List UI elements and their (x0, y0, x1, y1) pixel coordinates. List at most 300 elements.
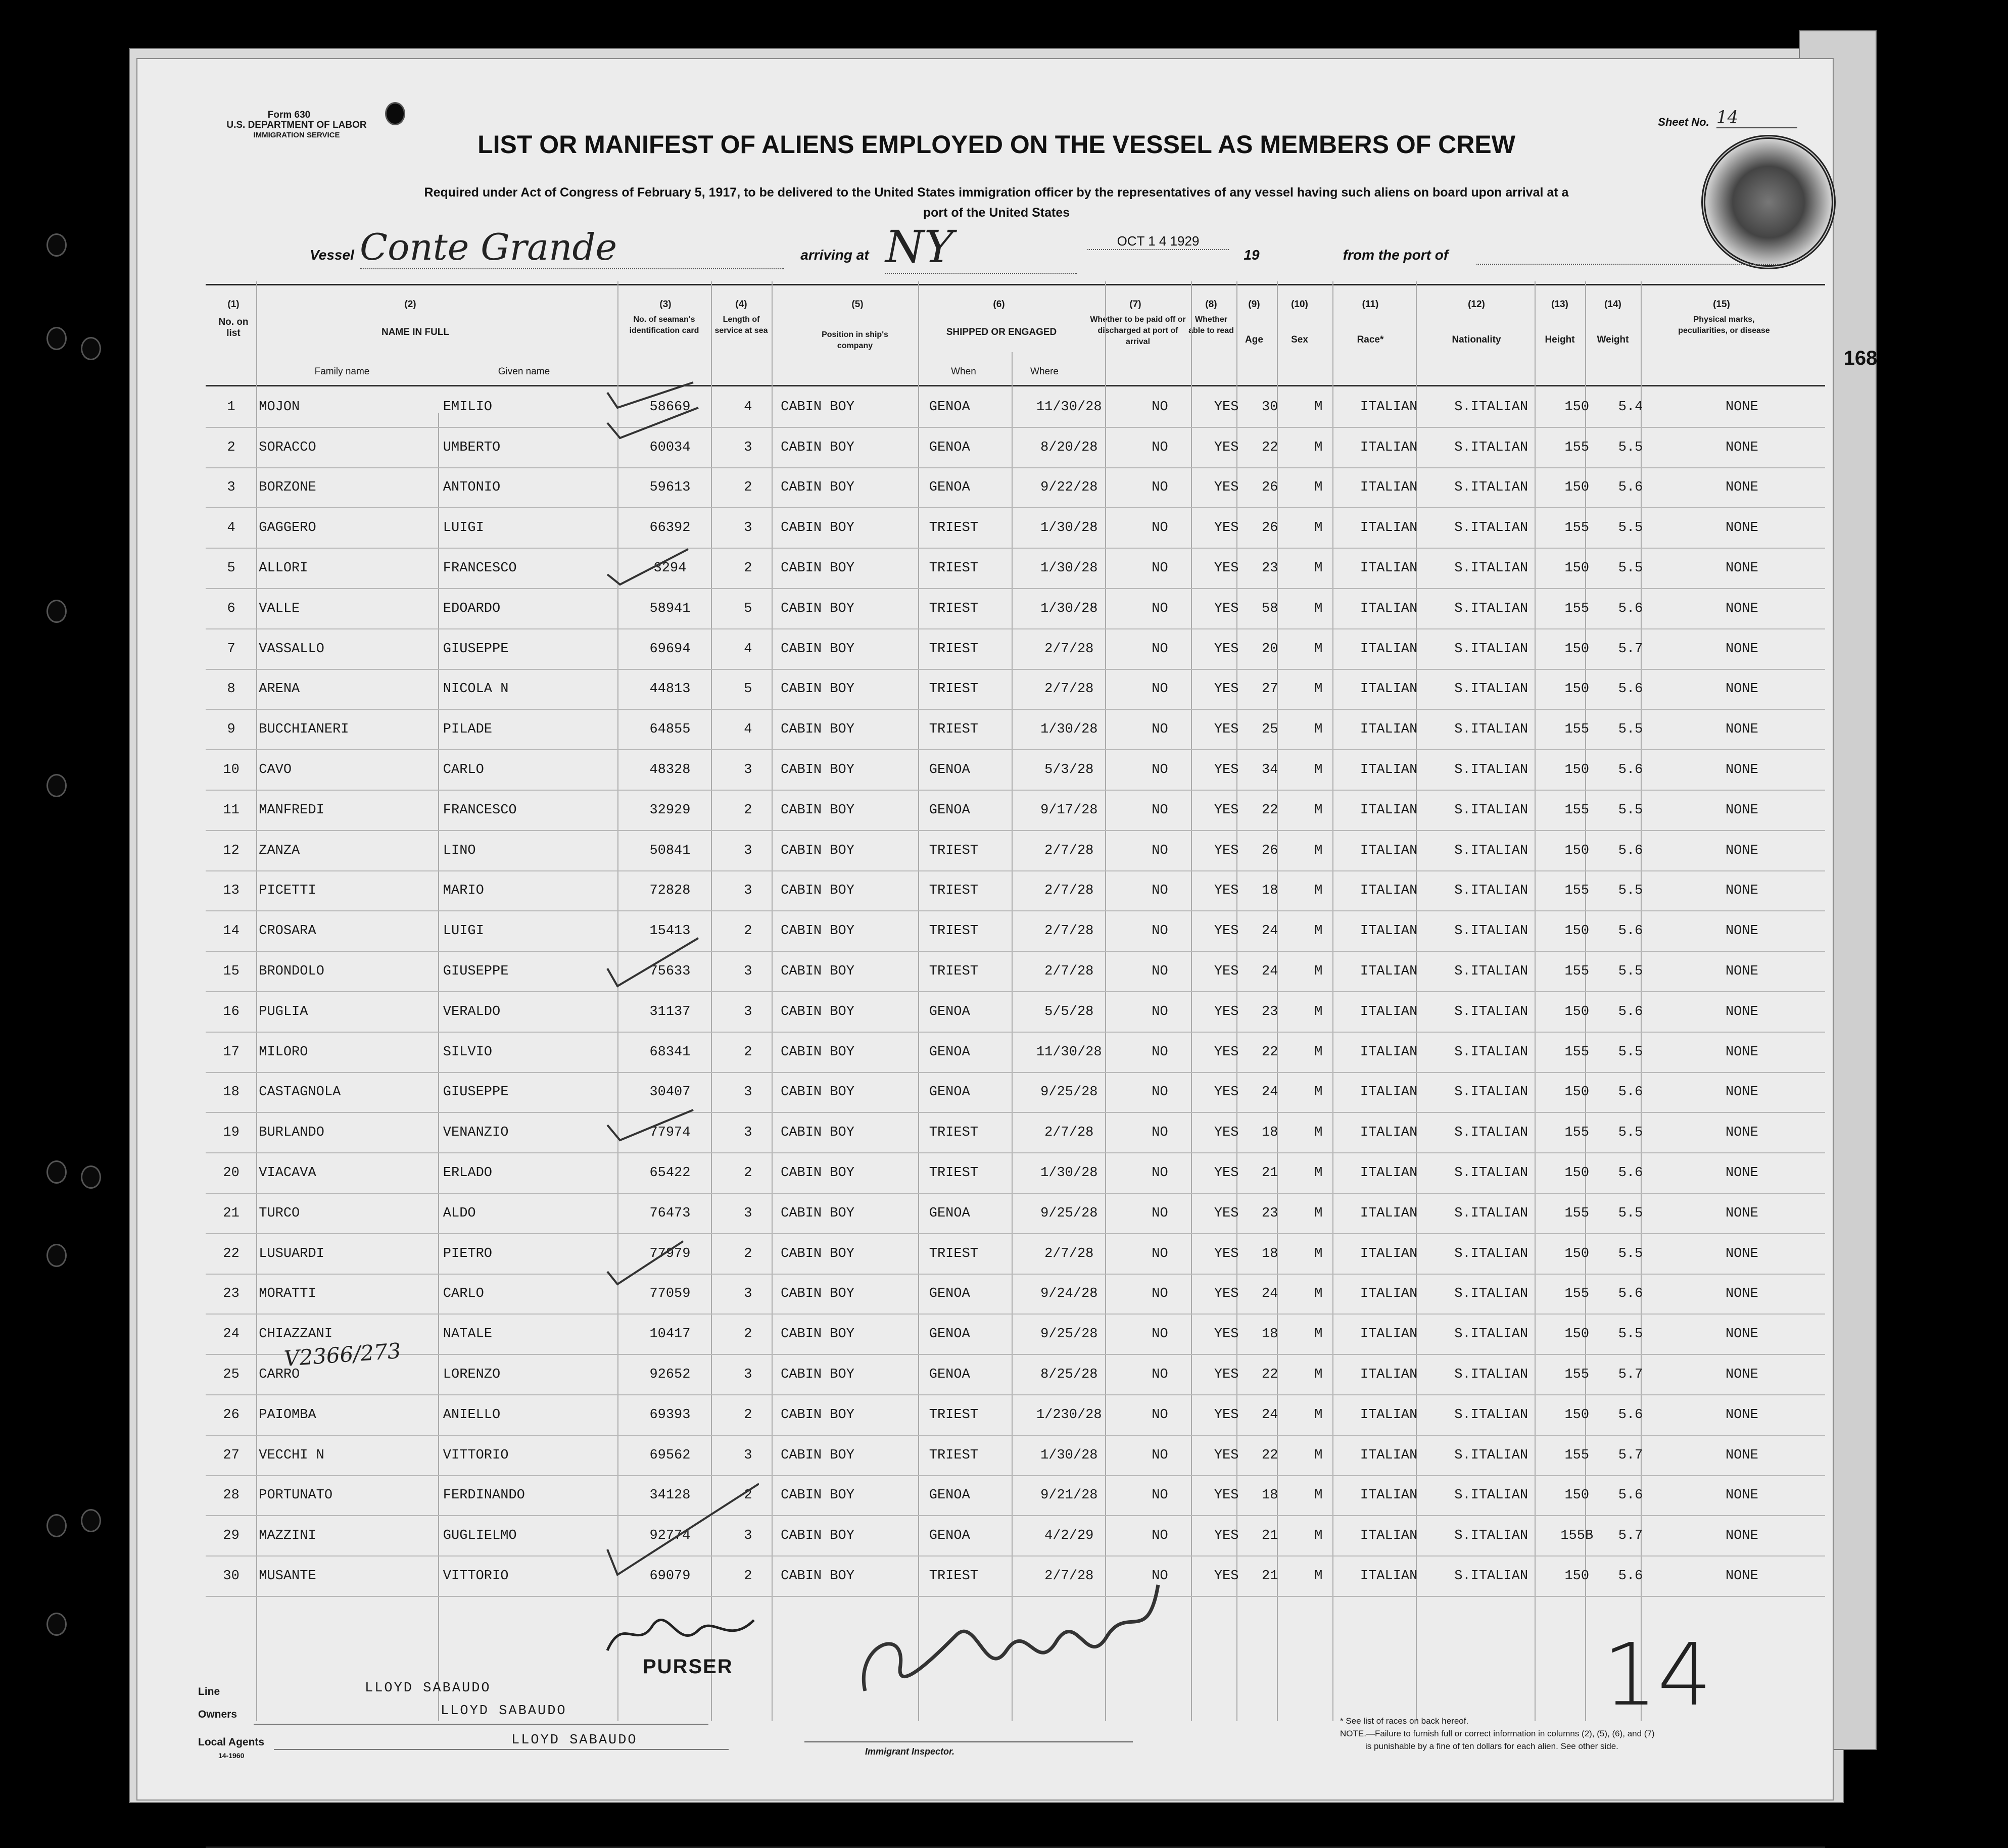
cell-able-to-read: YES (1204, 790, 1250, 831)
cell-paid-off: NO (1116, 992, 1203, 1032)
cell-race: ITALIAN (1347, 1274, 1431, 1315)
cell-service-length: 3 (718, 992, 779, 1032)
punch-hole (46, 327, 67, 350)
cell-sex: M (1290, 468, 1347, 508)
cell-able-to-read: YES (1204, 427, 1250, 468)
cell-sex: M (1290, 1274, 1347, 1315)
agents-value: LLOYD SABAUDO (511, 1733, 638, 1748)
cell-given-name: NICOLA N (441, 669, 623, 710)
col-header-height: Height (1545, 334, 1575, 345)
cell-physical-marks: NONE (1659, 669, 1825, 710)
cell-seaman-card-number: 31137 (623, 992, 717, 1032)
cell-race: ITALIAN (1347, 427, 1431, 468)
table-row (206, 387, 1825, 427)
cell-paid-off: NO (1116, 1153, 1203, 1193)
col-header-8-num: (8) (1205, 299, 1217, 310)
col-header-5-num: (5) (851, 299, 864, 310)
cell-physical-marks: NONE (1659, 1476, 1825, 1516)
cell-row-number: 27 (206, 1435, 257, 1476)
cell-nationality: S.ITALIAN (1431, 992, 1551, 1032)
cell-given-name: EDOARDO (441, 589, 623, 629)
col-header-family-name: Family name (314, 366, 370, 377)
cell-given-name: SILVIO (441, 1032, 623, 1073)
cell-weight: 5.7 (1602, 1435, 1658, 1476)
cell-physical-marks: NONE (1659, 1354, 1825, 1395)
cell-given-name: VENANZIO (441, 1112, 623, 1153)
cell-shipped-when: 9/25/28 (1022, 1073, 1116, 1113)
cell-physical-marks: NONE (1659, 992, 1825, 1032)
cell-paid-off: NO (1116, 750, 1203, 790)
cell-seaman-card-number: 69393 (623, 1395, 717, 1435)
cell-sex: M (1290, 831, 1347, 871)
from-port-label: from the port of (1343, 247, 1449, 263)
cell-paid-off: NO (1116, 468, 1203, 508)
cell-position: CABIN BOY (779, 911, 927, 951)
cell-service-length: 2 (718, 790, 779, 831)
cell-nationality: S.ITALIAN (1431, 427, 1551, 468)
cell-sex: M (1290, 1112, 1347, 1153)
cell-shipped-where: GENOA (927, 1274, 1022, 1315)
cell-height: 150 (1551, 1073, 1602, 1113)
cell-family-name: ZANZA (257, 831, 441, 871)
cell-weight: 5.6 (1602, 1476, 1658, 1516)
cell-service-length: 5 (718, 669, 779, 710)
cell-seaman-card-number: 92774 (623, 1516, 717, 1556)
cell-paid-off: NO (1116, 1274, 1203, 1315)
cell-able-to-read: YES (1204, 387, 1250, 427)
table-row (206, 831, 1825, 871)
cell-shipped-where: GENOA (927, 1516, 1022, 1556)
cell-sex: M (1290, 790, 1347, 831)
cell-able-to-read: YES (1204, 1556, 1250, 1596)
col-header-position: Position in ship's company (822, 330, 888, 350)
cell-race: ITALIAN (1347, 589, 1431, 629)
cell-family-name: CASTAGNOLA (257, 1073, 441, 1113)
cell-able-to-read: YES (1204, 1073, 1250, 1113)
table-row (206, 1153, 1825, 1193)
cell-weight: 5.5 (1602, 1032, 1658, 1073)
cell-service-length: 3 (718, 871, 779, 911)
cell-weight: 5.5 (1602, 1314, 1658, 1354)
cell-weight: 5.5 (1602, 427, 1658, 468)
cell-physical-marks: NONE (1659, 1556, 1825, 1596)
cell-race: ITALIAN (1347, 790, 1431, 831)
cell-able-to-read: YES (1204, 669, 1250, 710)
cell-service-length: 2 (718, 468, 779, 508)
cell-nationality: S.ITALIAN (1431, 709, 1551, 750)
cell-family-name: LUSUARDI (257, 1234, 441, 1274)
cell-row-number: 26 (206, 1395, 257, 1435)
cell-paid-off: NO (1116, 709, 1203, 750)
cell-position: CABIN BOY (779, 1274, 927, 1315)
cell-position: CABIN BOY (779, 508, 927, 548)
cell-service-length: 3 (718, 1516, 779, 1556)
cell-family-name: PUGLIA (257, 992, 441, 1032)
cell-given-name: EMILIO (441, 387, 623, 427)
cell-shipped-where: GENOA (927, 387, 1022, 427)
cell-shipped-when: 1/30/28 (1022, 709, 1116, 750)
table-row (206, 1274, 1825, 1315)
cell-shipped-where: GENOA (927, 1032, 1022, 1073)
cell-position: CABIN BOY (779, 1314, 927, 1354)
cell-seaman-card-number: 77974 (623, 1112, 717, 1153)
cell-given-name: PIETRO (441, 1234, 623, 1274)
cell-shipped-when: 8/20/28 (1022, 427, 1116, 468)
cell-sex: M (1290, 1435, 1347, 1476)
cell-weight: 5.6 (1602, 1153, 1658, 1193)
cell-family-name: CHIAZZANI (257, 1314, 441, 1354)
cell-seaman-card-number: 58669 (623, 387, 717, 427)
cell-paid-off: NO (1116, 1032, 1203, 1073)
cell-service-length: 2 (718, 1556, 779, 1596)
cell-paid-off: NO (1116, 1395, 1203, 1435)
cell-race: ITALIAN (1347, 1073, 1431, 1113)
cell-race: ITALIAN (1347, 1112, 1431, 1153)
cell-given-name: GIUSEPPE (441, 629, 623, 669)
cell-given-name: ERLADO (441, 1153, 623, 1193)
cell-service-length: 3 (718, 1435, 779, 1476)
cell-position: CABIN BOY (779, 1032, 927, 1073)
cell-sex: M (1290, 629, 1347, 669)
cell-nationality: S.ITALIAN (1431, 508, 1551, 548)
cell-shipped-when: 4/2/29 (1022, 1516, 1116, 1556)
cell-row-number: 10 (206, 750, 257, 790)
cell-given-name: FERDINANDO (441, 1476, 623, 1516)
cell-service-length: 2 (718, 1032, 779, 1073)
cell-service-length: 3 (718, 508, 779, 548)
cell-weight: 5.5 (1602, 508, 1658, 548)
cell-position: CABIN BOY (779, 1556, 927, 1596)
cell-paid-off: NO (1116, 1435, 1203, 1476)
cell-physical-marks: NONE (1659, 750, 1825, 790)
cell-paid-off: NO (1116, 790, 1203, 831)
cell-shipped-when: 1/30/28 (1022, 548, 1116, 589)
cell-position: CABIN BOY (779, 1516, 927, 1556)
cell-row-number: 13 (206, 871, 257, 911)
cell-age: 23 (1250, 992, 1290, 1032)
cell-nationality: S.ITALIAN (1431, 1556, 1551, 1596)
cell-height: 155 (1551, 790, 1602, 831)
cell-race: ITALIAN (1347, 1234, 1431, 1274)
cell-row-number: 6 (206, 589, 257, 629)
cell-height: 150 (1551, 992, 1602, 1032)
cell-height: 150 (1551, 1556, 1602, 1596)
cell-height: 155 (1551, 1032, 1602, 1073)
cell-nationality: S.ITALIAN (1431, 1395, 1551, 1435)
note-penalty-2: is punishable by a fine of ten dollars for each alien. See other side. (1365, 1741, 1618, 1751)
cell-race: ITALIAN (1347, 1556, 1431, 1596)
cell-weight: 5.6 (1602, 911, 1658, 951)
vessel-label: Vessel (310, 247, 354, 263)
cell-shipped-where: GENOA (927, 468, 1022, 508)
cell-weight: 5.6 (1602, 750, 1658, 790)
col-header-14-num: (14) (1604, 299, 1621, 310)
cell-position: CABIN BOY (779, 629, 927, 669)
cell-height: 150 (1551, 548, 1602, 589)
cell-sex: M (1290, 1073, 1347, 1113)
cell-family-name: ARENA (257, 669, 441, 710)
col-header-given-name: Given name (498, 366, 550, 377)
cell-family-name: BUCCHIANERI (257, 709, 441, 750)
cell-shipped-where: TRIEST (927, 548, 1022, 589)
cell-height: 150 (1551, 629, 1602, 669)
cell-service-length: 3 (718, 951, 779, 992)
table-row (206, 1476, 1825, 1516)
cell-sex: M (1290, 508, 1347, 548)
cell-able-to-read: YES (1204, 1435, 1250, 1476)
check-marks (597, 372, 759, 1706)
cell-paid-off: NO (1116, 1112, 1203, 1153)
cell-shipped-when: 9/17/28 (1022, 790, 1116, 831)
sheet-number: 14 (1716, 107, 1797, 128)
cell-seaman-card-number: 48328 (623, 750, 717, 790)
cell-race: ITALIAN (1347, 1032, 1431, 1073)
cell-able-to-read: YES (1204, 1234, 1250, 1274)
cell-shipped-when: 1/230/28 (1022, 1395, 1116, 1435)
cell-race: ITALIAN (1347, 1516, 1431, 1556)
cell-shipped-when: 1/30/28 (1022, 1435, 1116, 1476)
col-header-shipped: SHIPPED OR ENGAGED (946, 327, 1057, 337)
cell-shipped-where: TRIEST (927, 1435, 1022, 1476)
department: U.S. DEPARTMENT OF LABOR (226, 120, 367, 130)
cell-service-length: 3 (718, 750, 779, 790)
cell-given-name: LUIGI (441, 508, 623, 548)
cell-able-to-read: YES (1204, 1314, 1250, 1354)
cell-physical-marks: NONE (1659, 1153, 1825, 1193)
cell-position: CABIN BOY (779, 951, 927, 992)
table-row (206, 468, 1825, 508)
cell-seaman-card-number: 30407 (623, 1073, 717, 1113)
cell-shipped-when: 2/7/28 (1022, 831, 1116, 871)
cell-physical-marks: NONE (1659, 790, 1825, 831)
service: IMMIGRATION SERVICE (253, 131, 340, 139)
cell-nationality: S.ITALIAN (1431, 1153, 1551, 1193)
cell-service-length: 2 (718, 1395, 779, 1435)
cell-age: 22 (1250, 790, 1290, 831)
cell-physical-marks: NONE (1659, 468, 1825, 508)
cell-able-to-read: YES (1204, 911, 1250, 951)
cell-given-name: VERALDO (441, 992, 623, 1032)
cell-family-name: BORZONE (257, 468, 441, 508)
col-header-7-num: (7) (1129, 299, 1141, 310)
cell-seaman-card-number: 75633 (623, 951, 717, 992)
cell-nationality: S.ITALIAN (1431, 1516, 1551, 1556)
col-header-marks: Physical marks, peculiarities, or disease (1678, 315, 1770, 335)
cell-able-to-read: YES (1204, 468, 1250, 508)
col-header-weight: Weight (1597, 334, 1629, 345)
cell-seaman-card-number: 68341 (623, 1032, 717, 1073)
cell-age: 27 (1250, 669, 1290, 710)
cell-sex: M (1290, 669, 1347, 710)
cell-able-to-read: YES (1204, 1354, 1250, 1395)
cell-shipped-when: 2/7/28 (1022, 871, 1116, 911)
cell-race: ITALIAN (1347, 1193, 1431, 1234)
cell-seaman-card-number: 76473 (623, 1193, 717, 1234)
cell-shipped-where: GENOA (927, 750, 1022, 790)
col-header-11-num: (11) (1362, 299, 1379, 310)
cell-position: CABIN BOY (779, 548, 927, 589)
cell-position: CABIN BOY (779, 1073, 927, 1113)
cell-physical-marks: NONE (1659, 508, 1825, 548)
cell-position: CABIN BOY (779, 1395, 927, 1435)
col-header-name-in-full: NAME IN FULL (381, 327, 450, 337)
cell-able-to-read: YES (1204, 1193, 1250, 1234)
cell-nationality: S.ITALIAN (1431, 1193, 1551, 1234)
cell-shipped-where: GENOA (927, 992, 1022, 1032)
cell-seaman-card-number: 15413 (623, 911, 717, 951)
cell-paid-off: NO (1116, 1556, 1203, 1596)
col-header-when: When (951, 366, 976, 377)
cell-shipped-when: 9/25/28 (1022, 1193, 1116, 1234)
cell-weight: 5.6 (1602, 1274, 1658, 1315)
cell-shipped-when: 9/25/28 (1022, 1314, 1116, 1354)
cell-sex: M (1290, 589, 1347, 629)
cell-age: 24 (1250, 1274, 1290, 1315)
table-row (206, 1314, 1825, 1354)
cell-able-to-read: YES (1204, 1395, 1250, 1435)
cell-weight: 5.6 (1602, 1556, 1658, 1596)
punch-hole (46, 1613, 67, 1636)
cell-shipped-where: TRIEST (927, 669, 1022, 710)
punch-hole (46, 1244, 67, 1267)
cell-shipped-where: GENOA (927, 1193, 1022, 1234)
cell-family-name: VIACAVA (257, 1153, 441, 1193)
cell-service-length: 2 (718, 911, 779, 951)
table-row (206, 1112, 1825, 1153)
cell-height: 150 (1551, 1234, 1602, 1274)
cell-row-number: 28 (206, 1476, 257, 1516)
cell-row-number: 7 (206, 629, 257, 669)
cell-given-name: FRANCESCO (441, 790, 623, 831)
line-value: LLOYD SABAUDO (365, 1681, 491, 1696)
cell-nationality: S.ITALIAN (1431, 468, 1551, 508)
cell-row-number: 5 (206, 548, 257, 589)
cell-height: 155 (1551, 1274, 1602, 1315)
purser-stamp: PURSER (643, 1656, 733, 1678)
cell-shipped-where: TRIEST (927, 1234, 1022, 1274)
cell-weight: 5.4 (1602, 387, 1658, 427)
table-row (206, 1193, 1825, 1234)
year-label: 19 (1244, 247, 1260, 263)
cell-row-number: 12 (206, 831, 257, 871)
cell-row-number: 15 (206, 951, 257, 992)
cell-physical-marks: NONE (1659, 387, 1825, 427)
cell-shipped-where: TRIEST (927, 589, 1022, 629)
cell-paid-off: NO (1116, 387, 1203, 427)
cell-height: 150 (1551, 669, 1602, 710)
cell-given-name: UMBERTO (441, 427, 623, 468)
cell-physical-marks: NONE (1659, 548, 1825, 589)
cell-physical-marks: NONE (1659, 1435, 1825, 1476)
table-row (206, 427, 1825, 468)
cell-age: 58 (1250, 589, 1290, 629)
cell-shipped-when: 2/7/28 (1022, 1234, 1116, 1274)
cell-shipped-when: 1/30/28 (1022, 589, 1116, 629)
cell-age: 18 (1250, 871, 1290, 911)
cell-row-number: 30 (206, 1556, 257, 1596)
cell-physical-marks: NONE (1659, 1314, 1825, 1354)
cell-nationality: S.ITALIAN (1431, 669, 1551, 710)
cell-seaman-card-number: 69562 (623, 1435, 717, 1476)
cell-sex: M (1290, 1516, 1347, 1556)
cell-physical-marks: NONE (1659, 1073, 1825, 1113)
cell-family-name: MAZZINI (257, 1516, 441, 1556)
cell-weight: 5.5 (1602, 1112, 1658, 1153)
cell-able-to-read: YES (1204, 992, 1250, 1032)
cell-sex: M (1290, 911, 1347, 951)
cell-height: 150 (1551, 1314, 1602, 1354)
cell-shipped-when: 9/24/28 (1022, 1274, 1116, 1315)
cell-row-number: 22 (206, 1234, 257, 1274)
cell-position: CABIN BOY (779, 1476, 927, 1516)
cell-position: CABIN BOY (779, 589, 927, 629)
cell-nationality: S.ITALIAN (1431, 1354, 1551, 1395)
cell-seaman-card-number: 32929 (623, 790, 717, 831)
cell-age: 22 (1250, 1435, 1290, 1476)
cell-age: 23 (1250, 548, 1290, 589)
cell-sex: M (1290, 992, 1347, 1032)
cell-weight: 5.6 (1602, 1073, 1658, 1113)
cell-paid-off: NO (1116, 508, 1203, 548)
cell-paid-off: NO (1116, 911, 1203, 951)
cell-age: 22 (1250, 1354, 1290, 1395)
cell-weight: 5.6 (1602, 992, 1658, 1032)
col-header-sex: Sex (1291, 334, 1308, 345)
punch-hole (81, 1509, 101, 1532)
cell-shipped-when: 9/21/28 (1022, 1476, 1116, 1516)
table-row (206, 871, 1825, 911)
cell-family-name: CAVO (257, 750, 441, 790)
cell-seaman-card-number: 44813 (623, 669, 717, 710)
cell-able-to-read: YES (1204, 1032, 1250, 1073)
cell-physical-marks: NONE (1659, 427, 1825, 468)
punch-hole (46, 1514, 67, 1537)
cell-age: 34 (1250, 750, 1290, 790)
cell-given-name: CARLO (441, 750, 623, 790)
cell-position: CABIN BOY (779, 871, 927, 911)
cell-weight: 5.6 (1602, 1395, 1658, 1435)
owners-line (254, 1724, 708, 1725)
owners-value: LLOYD SABAUDO (441, 1704, 567, 1719)
cell-family-name: PICETTI (257, 871, 441, 911)
cell-shipped-when: 11/30/28 (1022, 1032, 1116, 1073)
cell-shipped-where: TRIEST (927, 951, 1022, 992)
cell-age: 30 (1250, 387, 1290, 427)
cell-shipped-where: TRIEST (927, 871, 1022, 911)
cell-seaman-card-number: 77979 (623, 1234, 717, 1274)
cell-row-number: 16 (206, 992, 257, 1032)
table-row (206, 669, 1825, 710)
cell-position: CABIN BOY (779, 1153, 927, 1193)
cell-age: 24 (1250, 911, 1290, 951)
note-penalty-1: NOTE.—Failure to furnish full or correct information in columns (2), (5), (6), and (7) (1340, 1729, 1655, 1738)
cell-physical-marks: NONE (1659, 1193, 1825, 1234)
cell-seaman-card-number: 65422 (623, 1153, 717, 1193)
table-row (206, 750, 1825, 790)
cell-sex: M (1290, 548, 1347, 589)
cell-position: CABIN BOY (779, 427, 927, 468)
cell-height: 155 (1551, 427, 1602, 468)
inspector-signature (845, 1565, 1173, 1706)
cell-shipped-where: TRIEST (927, 508, 1022, 548)
cell-able-to-read: YES (1204, 750, 1250, 790)
cell-row-number: 25 (206, 1354, 257, 1395)
col-header-10-num: (10) (1291, 299, 1308, 310)
cell-age: 18 (1250, 1112, 1290, 1153)
cell-service-length: 4 (718, 387, 779, 427)
cell-height: 155 (1551, 709, 1602, 750)
cell-shipped-where: GENOA (927, 1073, 1022, 1113)
